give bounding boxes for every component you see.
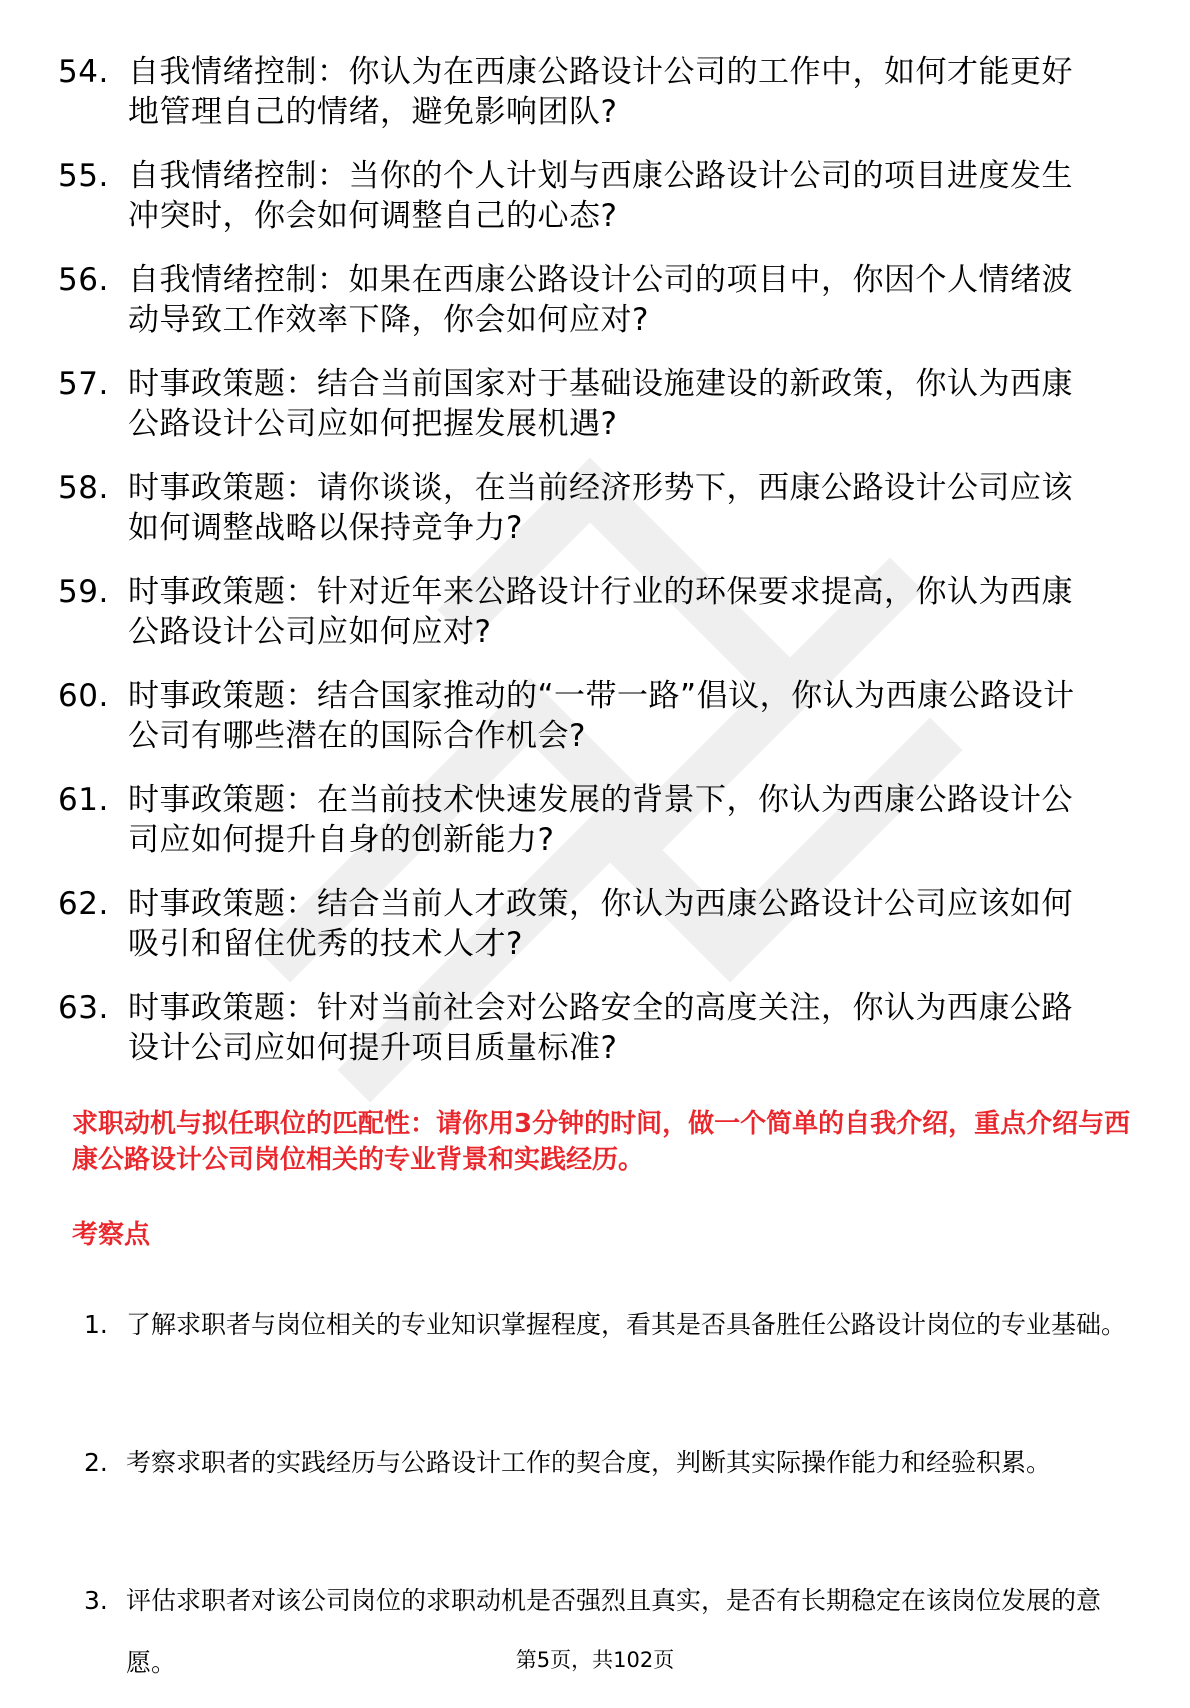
assessment-point [84,1570,1144,1708]
question-item [58,364,1138,468]
question-number: 59. [58,574,109,610]
question-text: 时事政策题：结合国家推动的“一带一路”倡议，你认为西康公路设计公司有哪些潜在的国际合作机会? [128,678,1075,754]
question-item [58,156,1138,260]
question-number: 56. [58,262,109,298]
question-text: 时事政策题：结合当前人才政策，你认为西康公路设计公司应该如何吸引和留住优秀的技术人才? [128,886,1073,962]
point-text: 了解求职者与岗位相关的专业知识掌握程度，看其是否具备胜任公路设计岗位的专业基础。 [126,1310,1127,1339]
question-item [58,780,1138,884]
question-number: 60. [58,678,109,714]
highlight-question: 求职动机与拟任职位的匹配性：请你用3分钟的时间，做一个简单的自我介绍，重点介绍与西康公路设计公司岗位相关的专业背景和实践经历。 [72,1109,1131,1175]
question-text: 自我情绪控制：当你的个人计划与西康公路设计公司的项目进度发生冲突时，你会如何调整自己的心态? [128,158,1073,234]
question-text: 时事政策题：结合当前国家对于基础设施建设的新政策，你认为西康公路设计公司应如何把握发展机遇? [128,366,1073,442]
question-text: 时事政策题：在当前技术快速发展的背景下，你认为西康公路设计公司应如何提升自身的创新能力? [128,782,1073,858]
question-number: 63. [58,990,109,1026]
point-text: 评估求职者对该公司岗位的求职动机是否强烈且真实，是否有长期稳定在该岗位发展的意愿。 [126,1586,1102,1677]
question-text: 自我情绪控制：如果在西康公路设计公司的项目中，你因个人情绪波动导致工作效率下降，你会如何应对? [128,262,1073,338]
assessment-point [84,1294,1144,1432]
question-number: 55. [58,158,109,194]
question-item [58,572,1138,676]
question-item [58,676,1138,780]
point-number: 2. [84,1448,108,1477]
question-text: 时事政策题：针对近年来公路设计行业的环保要求提高，你认为西康公路设计公司应如何应对? [128,574,1073,650]
question-number: 62. [58,886,109,922]
question-list [58,52,1138,1092]
question-text: 时事政策题：请你谈谈，在当前经济形势下，西康公路设计公司应该如何调整战略以保持竞争力? [128,470,1073,546]
point-text: 考察求职者的实践经历与公路设计工作的契合度，判断其实际操作能力和经验积累。 [126,1448,1052,1477]
question-item [58,884,1138,988]
question-item [58,468,1138,572]
question-text: 自我情绪控制：你认为在西康公路设计公司的工作中，如何才能更好地管理自己的情绪，避免影响团队? [128,54,1073,130]
question-number: 57. [58,366,109,402]
page-footer: 第5页，共102页 [515,1648,675,1672]
question-item [58,52,1138,156]
section-heading: 考察点 [72,1220,151,1250]
question-number: 54. [58,54,109,90]
question-number: 61. [58,782,109,818]
point-number: 3. [84,1586,108,1615]
question-item [58,260,1138,364]
question-text: 时事政策题：针对当前社会对公路安全的高度关注，你认为西康公路设计公司应如何提升项目质量标准? [128,990,1073,1066]
assessment-point [84,1432,1144,1570]
question-item [58,988,1138,1092]
question-number: 58. [58,470,109,506]
point-number: 1. [84,1310,108,1339]
